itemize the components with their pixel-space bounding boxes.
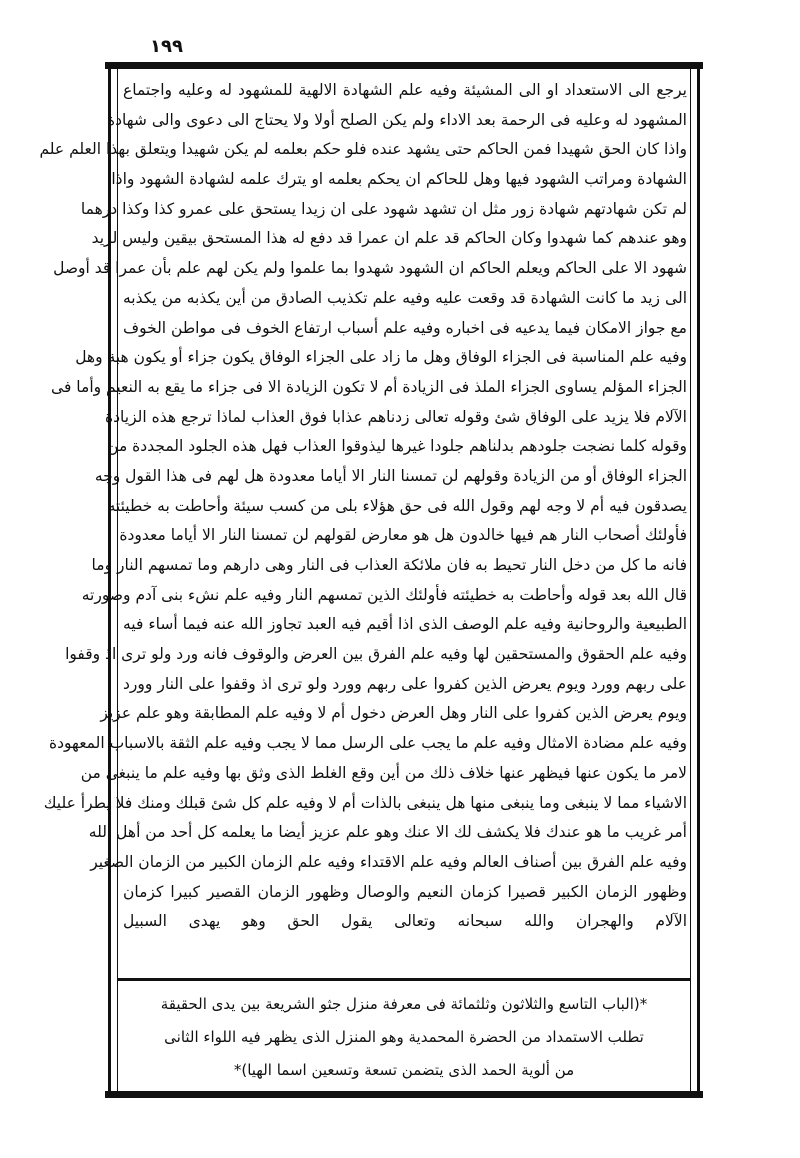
section-divider [117,978,691,981]
text-line: الآلام فلا يزيد على الوفاق شئ وقوله تعالى زدناهم عذابا فوق العذاب لماذا ترجع هذه الزيادة [105,407,687,426]
text-line: يصدقون فيه أم لا وجه لهم وقول الله فى حق هؤلاء بلى من كسب سيئة وأحاطت به خطيئته [107,496,687,515]
text-line: الاشياء مما لا ينبغى وما ينبغى منها هل ينبغى بالذات أم لا وفيه علم كل شئ قبلك ومنك فلا يطرأ عليك [43,793,687,812]
chapter-heading-line: تطلب الاستمداد من الحضرة المحمدية وهو المنزل الذى يظهر فيه اللواء الثانى [164,1028,644,1046]
text-line: واذا كان الحق شهيدا فمن الحاكم حتى يشهد عنده فلو حكم بعلمه لم يكن شهيدا ويتعلق بهذا العلم علم [39,140,687,159]
text-line: على ربهم وورد ويوم يعرض الذين كفروا على ربهم وورد ولو ترى اذ وقفوا على النار وورد [123,674,687,693]
text-line: قال الله بعد قوله وأحاطت به خطيئته فأولئك الذين تمسهم النار وفيه علم نشء بنى آدم وصورته [81,585,687,604]
text-line: لامر ما يكون عنها فيظهر عنها خلاف ذلك من أين وقع الغلط الذى وثق بها وفيه علم ما ينبغى من [80,763,687,782]
text-line: يرجع الى الاستعداد او الى المشيئة وفيه علم الشهادة الالهية للمشهود له وعليه واجتماع [123,81,687,99]
text-line: وفيه علم الفرق بين أصناف العالم وفيه علم الاقتداء وفيه علم الزمان الكبير من الزمان الصغير [90,852,687,871]
text-line: وهو عندهم كما شهدوا وكان الحاكم قد علم ان عمرا قد دفع له هذا المستحق بيقين وليس لزيد [91,229,687,248]
text-line: الآلام والهجران والله سبحانه وتعالى يقول الحق وهو يهدى السبيل [123,912,687,931]
text-line: الطبيعية والروحانية وفيه علم الوصف الذى اذا أقيم فيه العبد تجاوز الله عنه فيما أساء فيه [123,615,687,634]
text-line: فأولئك أصحاب النار هم فيها خالدون هل هو معارض لقولهم لن تمسنا النار الا أياما معدودة [119,526,687,545]
text-line: وفيه علم مضادة الامثال وفيه علم ما يجب على الرسل مما لا يجب وفيه علم الثقة بالاسباب المعهودة [49,734,687,753]
text-line: الجزاء الوفاق أو من الزيادة وقولهم لن تمسنا النار الا أياما معدودة هل لهم فى هذا القول وجه [94,466,687,485]
text-line: مع جواز الامكان فيما يدعيه فى اخباره وفيه علم أسباب ارتفاع الخوف فى مواطن الخوف [123,318,687,337]
text-line: المشهود له وعليه فى الرحمة بعد الاداء ولم يكن الصلح أولا ولا يحتاج الى دعوى والى شهادة [107,110,687,129]
text-line: الشهادة ومراتب الشهود فيها وهل للحاكم ان يحكم بعلمه او يترك علمه لشهادة الشهود واذا [111,170,687,189]
chapter-heading-line: *(الباب التاسع والثلاثون وثلثمائة فى معرفة منزل جثو الشريعة بين يدى الحقيقة [160,995,648,1013]
text-line: الى زيد ما كانت الشهادة قد وقعت عليه وفيه علم تكذيب الصادق من أين يكذبه من يكذبه [123,288,687,307]
text-line: أمر غريب ما هو عندك فلا يكشف لك الا عنك وهو علم عزيز أيضا ما يعلمه كل أحد من أهل الله [88,823,687,842]
chapter-heading [131,988,677,1087]
text-line: وفيه علم المناسبة فى الجزاء الوفاق وهل ما زاد على الجزاء الوفاق يكون جزاء أو يكون هبة وهل [75,348,687,367]
text-line: وظهور الزمان الكبير قصيرا كزمان النعيم والوصال وظهور الزمان القصير كبيرا كزمان [123,882,687,901]
text-line: فانه ما كل من دخل النار تحيط به فان ملائكة العذاب فى النار وهى دارهم وما تمسهم النار وما [91,556,687,574]
text-line: لم تكن شهادتهم شهادة زور مثل ان تشهد شهود على ان زيدا يستحق على عمرو كذا وكذا درهما [80,199,687,218]
text-line: الجزاء المؤلم يساوى الجزاء الملذ فى الزيادة أم لا تكون الزيادة الا فى جزاء ما يقع به النعيم وأما فى [51,377,687,396]
main-text [39,76,687,937]
chapter-heading-line: من ألوية الحمد الذى يتضمن تسعة وتسعين اسما الهيا)* [233,1061,575,1079]
page-number: ١٩٩ [150,36,183,57]
text-line: ويوم يعرض الذين كفروا على النار وهل العرض دخول أم لا وفيه علم المطابقة وهو علم عزيز [100,704,687,723]
text-line: شهود الا على الحاكم ويعلم الحاكم ان الشهود شهدوا بما علموا ولم يكن لهم علم بأن عمرا قد أوصل [53,259,687,278]
text-line: وقوله كلما نضجت جلودهم بدلناهم جلودا غيرها ليذوقوا العذاب فهل هذه الجلود المجددة من [107,437,687,456]
text-line: وفيه علم الحقوق والمستحقين لها وفيه علم الفرق بين العرض والوقوف فانه ورد ولو ترى اذ وقفوا [65,645,687,664]
page-frame [39,62,700,1098]
